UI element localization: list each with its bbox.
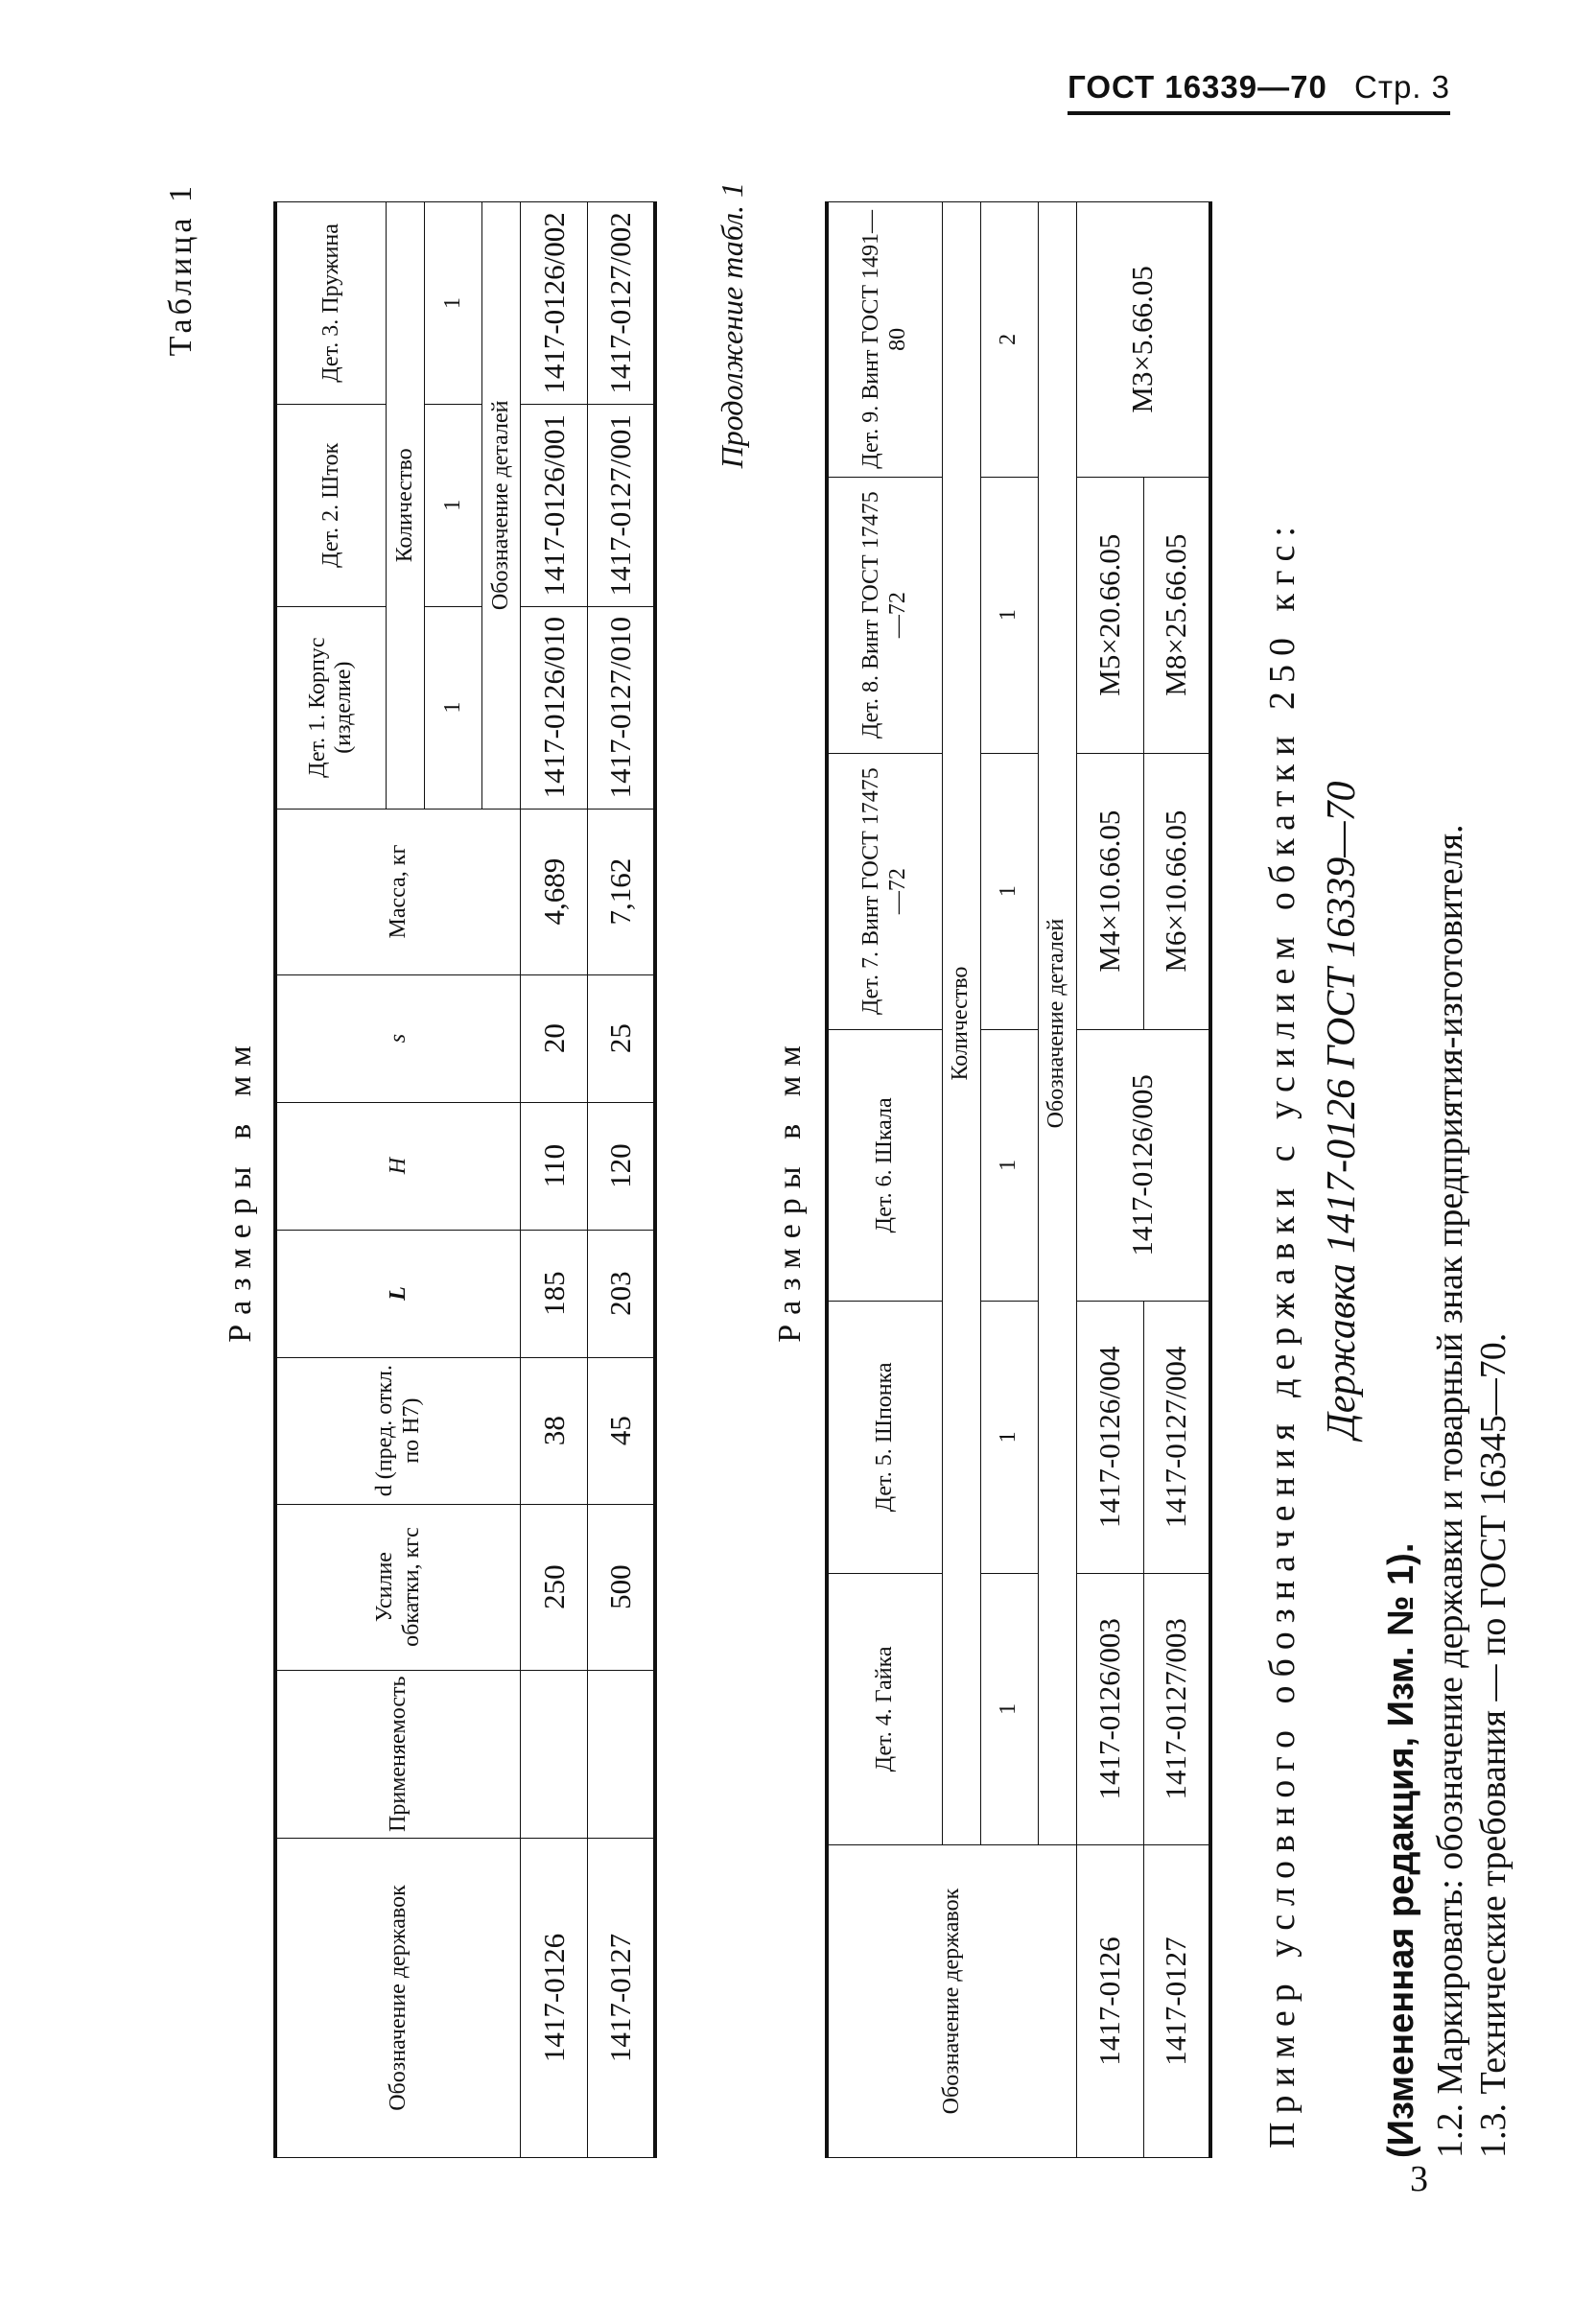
table1-cont-cell-part8: М5×20.66.05 [1076,477,1143,753]
table-row [588,202,655,2158]
table1-header-L: L [275,1230,521,1357]
page-number: 3 [1410,2159,1428,2199]
table1-cell-holder: 1417-0126 [521,1839,588,2158]
table1-cont-caption: Продолжение табл. 1 [715,182,749,469]
table1-cont-cell-part7: М4×10.66.05 [1076,753,1143,1029]
table1-cont-cell-part4: 1417-0127/003 [1143,1573,1210,1844]
table1 [273,201,657,2158]
table1-cell-s: 20 [521,974,588,1102]
table1-cont-qty4: 1 [980,1573,1038,1844]
table1-cont-header-holders: Обозначение державок [827,1845,1076,2158]
table1-cell-force: 500 [588,1504,655,1670]
table1-cell-part2: 1417-0127/001 [588,404,655,606]
table-row [1076,202,1143,2158]
table-row [521,202,588,2158]
table1-cont-cell-holder: 1417-0127 [1143,1845,1210,2158]
table1-cell-part3: 1417-0127/002 [588,202,655,405]
table1-cell-H: 120 [588,1102,655,1230]
table1-cell-d: 38 [521,1357,588,1504]
table1-subcaption: Размеры в мм [223,1036,258,1343]
table1-cont-cell-part4: 1417-0126/003 [1076,1573,1143,1844]
table1-cont-qty9: 2 [980,202,1038,478]
example-designation: Державка 1417-0126 ГОСТ 16339—70 [1320,781,1364,1439]
table1-cell-holder: 1417-0127 [588,1839,655,2158]
table1-cell-part1: 1417-0126/010 [521,606,588,809]
table1-header-holders: Обозначение державок [275,1839,521,2158]
page-header [1068,69,1450,115]
table1-cell-mass: 4,689 [521,809,588,974]
table1-cell-force: 250 [521,1504,588,1670]
table1-cont-header-part5: Дет. 5. Шпонка [827,1302,942,1573]
table1-cont-qty5: 1 [980,1302,1038,1573]
table1-continuation [825,201,1212,2158]
table1-cont-header-part9: Дет. 9. Винт ГОСТ 1491—80 [827,202,942,478]
table1-cont-subcaption: Размеры в мм [772,1036,808,1343]
table1-cell-d: 45 [588,1357,655,1504]
table1-cell-H: 110 [521,1102,588,1230]
table1-cell-mass: 7,162 [588,809,655,974]
table1-cont-cell-part5: 1417-0127/004 [1143,1302,1210,1573]
table1-caption: Таблица 1 [163,182,199,357]
table1-designation-label: Обозначение деталей [482,202,521,810]
rotated-content [134,153,1535,2225]
table1-header-d: d (пред. откл. по H7) [275,1357,521,1504]
table1-cont-header-part4: Дет. 4. Гайка [827,1573,942,1844]
table1-cont-cell-part9: М3×5.66.05 [1076,202,1210,478]
table1-cont-header-part7: Дет. 7. Винт ГОСТ 17475—72 [827,753,942,1029]
table1-cont-designation-label: Обозначение деталей [1038,202,1076,1845]
table1-cont-qty6: 1 [980,1029,1038,1301]
table1-header-part1: Дет. 1. Корпус (изделие) [275,606,386,809]
table1-header-s: s [275,974,521,1102]
table1-header-part3: Дет. 3. Пружина [275,202,386,405]
table1-cont-cell-part8: М8×25.66.05 [1143,477,1210,753]
table1-header-part2: Дет. 2. Шток [275,404,386,606]
table1-header-mass: Масса, кг [275,809,521,974]
item-1-3: 1.3. Технические требования — по ГОСТ 16345—70. [1473,1332,1514,2158]
table1-cell-applic [588,1670,655,1838]
table1-cont-cell-holder: 1417-0126 [1076,1845,1143,2158]
table1-qty3: 1 [424,202,481,405]
table1-cont-qty-label: Количество [942,202,980,1845]
table1-qty1: 1 [424,606,481,809]
table1-cell-L: 203 [588,1230,655,1357]
table1-cell-s: 25 [588,974,655,1102]
example-intro: Пример условного обозначения державки с усилием обкатки 250 кгс: [1262,518,1303,2148]
table1-header-H: H [275,1102,521,1230]
revision-note: (Измененная редакция, Изм. № 1). [1381,1542,1421,2158]
table1-cont-cell-part5: 1417-0126/004 [1076,1302,1143,1573]
table1-cell-part2: 1417-0126/001 [521,404,588,606]
table1-cell-part1: 1417-0127/010 [588,606,655,809]
table1-cont-qty8: 1 [980,477,1038,753]
table1-cont-qty7: 1 [980,753,1038,1029]
page-label: Стр. 3 [1354,69,1450,105]
table1-cell-L: 185 [521,1230,588,1357]
item-1-2: 1.2. Маркировать: обозначение державки и товарный знак предприятия-изготовителя. [1430,824,1470,2158]
table1-cont-cell-part6: 1417-0126/005 [1076,1029,1210,1301]
table1-cell-part3: 1417-0126/002 [521,202,588,405]
table1-qty-label: Количество [386,202,424,810]
table1-cont-header-part8: Дет. 8. Винт ГОСТ 17475—72 [827,477,942,753]
table1-header-force: Усилие обкатки, кгс [275,1504,521,1670]
table1-cont-cell-part7: М6×10.66.05 [1143,753,1210,1029]
table1-cont-header-part6: Дет. 6. Шкала [827,1029,942,1301]
table1-header-applic: Применяемость [275,1670,521,1838]
table1-cell-applic [521,1670,588,1838]
standard-number: ГОСТ 16339—70 [1068,69,1327,105]
table1-qty2: 1 [424,404,481,606]
